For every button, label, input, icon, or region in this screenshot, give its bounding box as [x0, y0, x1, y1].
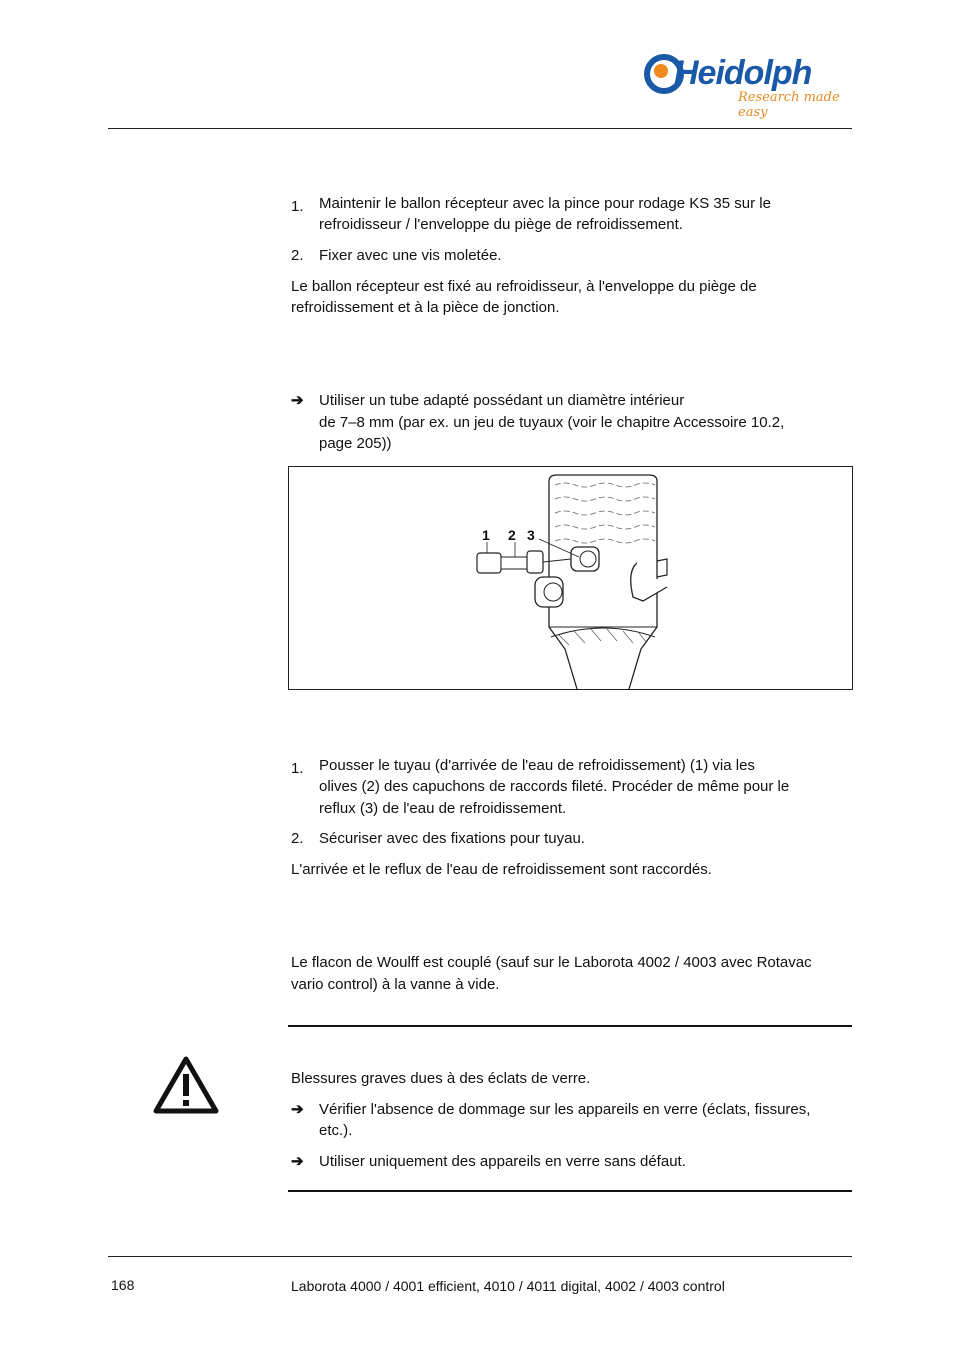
- warning-item: etc.).: [319, 1122, 353, 1139]
- paragraph-text: vario control) à la vanne à vide.: [291, 976, 500, 993]
- step-text: reflux (3) de l'eau de refroidissement.: [319, 800, 567, 817]
- step-text: Sécuriser avec des fixations pour tuyau.: [319, 830, 585, 847]
- figure-label-1: 1: [482, 527, 490, 543]
- step-text: Pousser le tuyau (d'arrivée de l'eau de refroidissement) (1) via les: [319, 757, 755, 774]
- figure-label-2: 2: [508, 527, 516, 543]
- paragraph-text: Le flacon de Woulff est couplé (sauf sur le Laborota 4002 / 4003 avec Rotavac: [291, 954, 812, 971]
- step-text: Maintenir le ballon récepteur avec la pince pour rodage KS 35 sur le: [319, 195, 771, 212]
- cooling-trap-illustration: [289, 467, 852, 689]
- instruction-text: Utiliser un tube adapté possédant un diamètre intérieur: [319, 392, 685, 409]
- step-number: 1.: [291, 198, 304, 215]
- result-text: Le ballon récepteur est fixé au refroidisseur, à l'enveloppe du piège de: [291, 278, 757, 295]
- instruction-text: de 7–8 mm (par ex. un jeu de tuyaux (voir le chapitre Accessoire 10.2,: [319, 414, 785, 431]
- step-text: Fixer avec une vis moletée.: [319, 247, 502, 264]
- logo-tagline: Research made easy: [738, 90, 840, 120]
- warning-item: Vérifier l'absence de dommage sur les appareils en verre (éclats, fissures,: [319, 1101, 811, 1118]
- bullet-arrow-icon: ➔: [291, 392, 304, 409]
- warning-bottom-rule: [288, 1190, 852, 1192]
- instruction-text: page 205)): [319, 435, 392, 452]
- step-number: 1.: [291, 760, 304, 777]
- step-text: olives (2) des capuchons de raccords fileté. Procéder de même pour le: [319, 778, 790, 795]
- footer-product: Laborota 4000 / 4001 efficient, 4010 / 4011 digital, 4002 / 4003 control: [291, 1278, 725, 1294]
- step-text: refroidisseur / l'enveloppe du piège de refroidissement.: [319, 216, 683, 233]
- step-number: 2.: [291, 830, 304, 847]
- header-rule: [108, 128, 852, 129]
- figure-label-3: 3: [527, 527, 535, 543]
- warning-text: Blessures graves dues à des éclats de verre.: [291, 1070, 591, 1087]
- bullet-arrow-icon: ➔: [291, 1101, 304, 1118]
- warning-top-rule: [288, 1025, 852, 1027]
- warning-item: Utiliser uniquement des appareils en verre sans défaut.: [319, 1153, 686, 1170]
- heidolph-logo: [644, 52, 856, 120]
- footer-rule: [108, 1256, 852, 1257]
- warning-triangle-icon: [152, 1054, 220, 1116]
- result-text: L'arrivée et le reflux de l'eau de refroidissement sont raccordés.: [291, 861, 712, 878]
- logo-wordmark: Heidolph: [674, 54, 812, 92]
- page-number: 168: [111, 1277, 135, 1293]
- step-number: 2.: [291, 247, 304, 264]
- figure-frame: [288, 466, 853, 690]
- bullet-arrow-icon: ➔: [291, 1153, 304, 1170]
- result-text: refroidissement et à la pièce de jonction.: [291, 299, 560, 316]
